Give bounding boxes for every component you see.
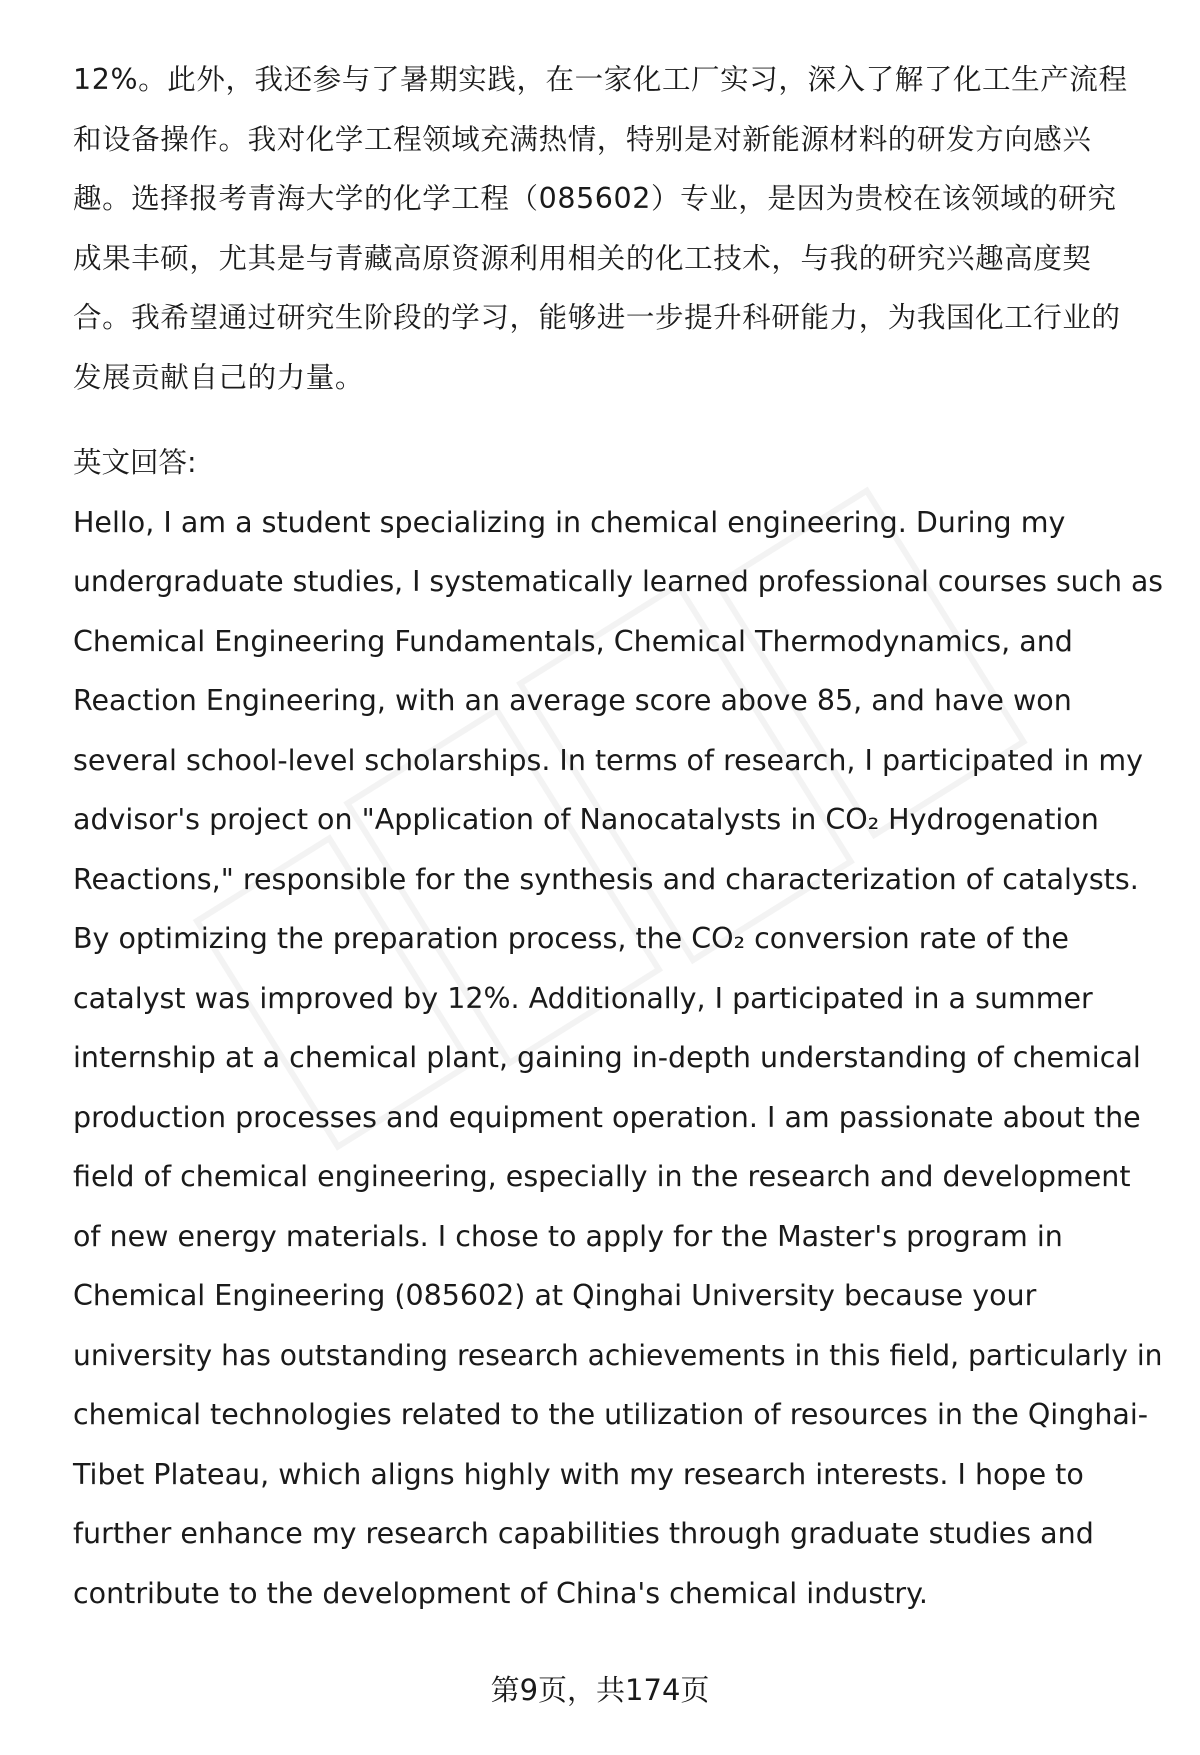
english-line: field of chemical engineering, especially in the research and development — [73, 1160, 1131, 1193]
chinese-line: 12%。此外，我还参与了暑期实践，在一家化工厂实习，深入了解了化工生产流程 — [73, 63, 1128, 96]
english-line: Chemical Engineering (085602) at Qinghai University because your — [73, 1279, 1037, 1312]
chinese-answer-paragraph — [73, 50, 1163, 407]
english-line: further enhance my research capabilities through graduate studies and — [73, 1517, 1094, 1550]
chinese-line: 趣。选择报考青海大学的化学工程（085602）专业，是因为贵校在该领域的研究 — [73, 182, 1117, 215]
english-line: university has outstanding research achievements in this field, particularly in — [73, 1338, 1163, 1372]
english-line: internship at a chemical plant, gaining in-depth understanding of chemical — [73, 1041, 1141, 1074]
page-content — [73, 50, 1163, 1623]
english-line: chemical technologies related to the utilization of resources in the Qinghai- — [73, 1398, 1149, 1431]
chinese-line: 和设备操作。我对化学工程领域充满热情，特别是对新能源材料的研发方向感兴 — [73, 122, 1092, 156]
chinese-line: 成果丰硕，尤其是与青藏高原资源利用相关的化工技术，与我的研究兴趣高度契 — [73, 241, 1092, 275]
english-line: advisor's project on "Application of Nanocatalysts in CO₂ Hydrogenation — [73, 803, 1099, 836]
english-line: Chemical Engineering Fundamentals, Chemical Thermodynamics, and — [73, 624, 1073, 658]
english-line: Tibet Plateau, which aligns highly with my research interests. I hope to — [73, 1457, 1084, 1491]
english-line: Reactions," responsible for the synthesis and characterization of catalysts. — [73, 862, 1139, 896]
english-line: catalyst was improved by 12%. Additionally, I participated in a summer — [73, 981, 1093, 1015]
page-number-footer: 第9页，共174页 — [490, 1673, 710, 1707]
english-line: contribute to the development of China's chemical industry. — [73, 1576, 928, 1610]
english-line: several school-level scholarships. In terms of research, I participated in my — [73, 743, 1144, 777]
english-line: Hello, I am a student specializing in chemical engineering. During my — [73, 505, 1066, 539]
english-answer-paragraph — [73, 493, 1163, 1624]
chinese-line: 合。我希望通过研究生阶段的学习，能够进一步提升科研能力，为我国化工行业的 — [73, 301, 1121, 334]
english-line: of new energy materials. I chose to apply for the Master's program in — [73, 1219, 1063, 1253]
chinese-line: 发展贡献自己的力量。 — [73, 360, 365, 394]
english-answer-heading: 英文回答: — [73, 446, 197, 479]
english-line: undergraduate studies, I systematically learned professional courses such as — [73, 565, 1163, 598]
english-line: By optimizing the preparation process, the CO₂ conversion rate of the — [73, 922, 1069, 955]
english-line: Reaction Engineering, with an average score above 85, and have won — [73, 684, 1072, 717]
english-line: production processes and equipment operation. I am passionate about the — [73, 1100, 1141, 1134]
